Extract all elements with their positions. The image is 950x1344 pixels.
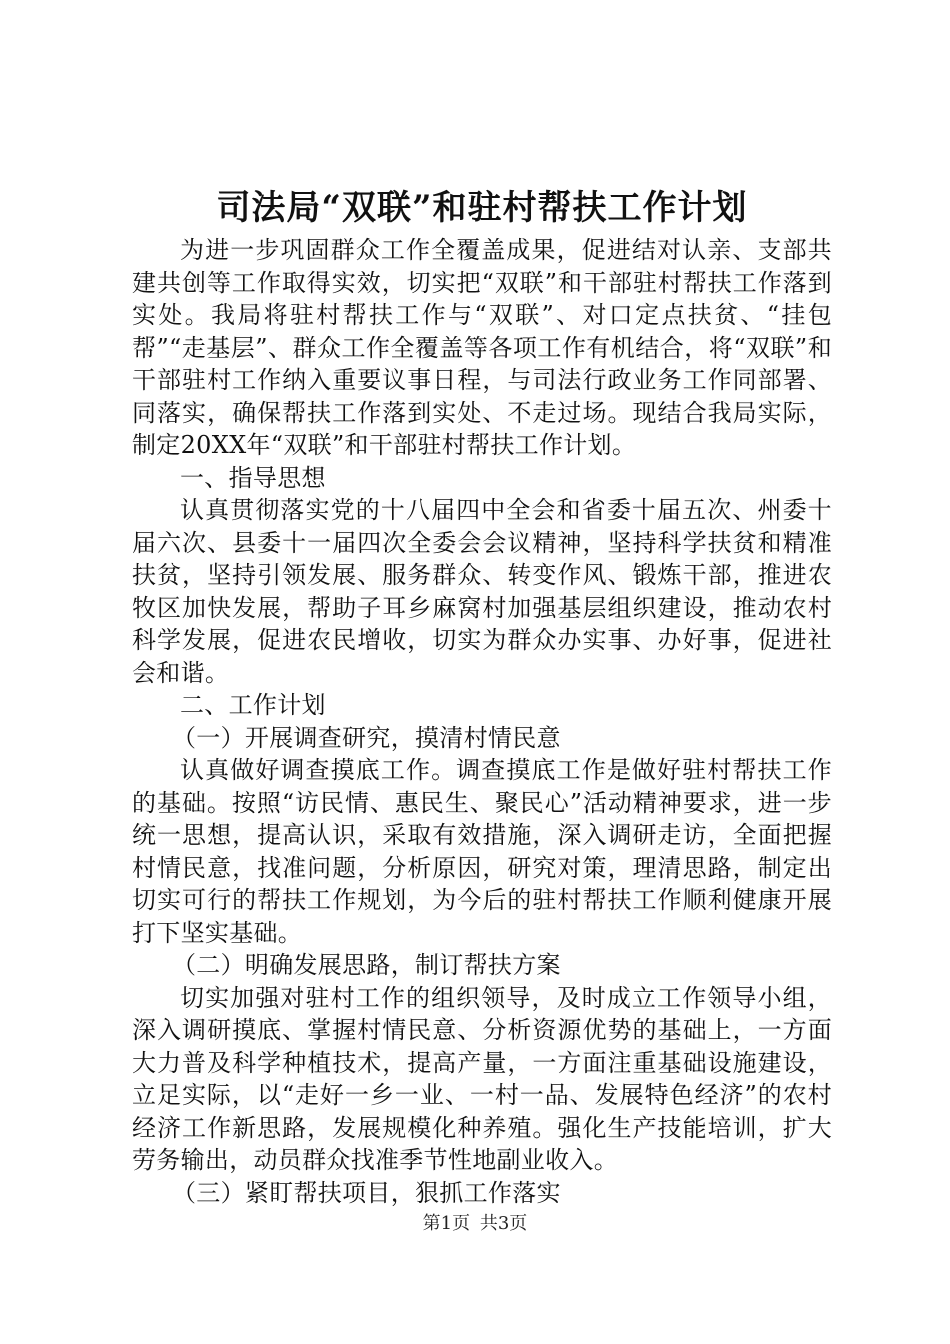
subsection-1-paragraph: 认真做好调查摸底工作。调查摸底工作是做好驻村帮扶工作的基础。按照“访民情、惠民生、聚民心”活动精神要求，进一步统一思想，提高认识，采取有效措施，深入调研走访，全面把握村情民意，找准问题，分析原因，研究对策，理清思路，制定出切实可行的帮扶工作规划，为今后的驻村帮扶工作顺利健康开展打下坚实基础。 [132, 756, 832, 947]
guiding-ideology-paragraph: 认真贯彻落实党的十八届四中全会和省委十届五次、州委十届六次、县委十一届四次全委会会议精神，坚持科学扶贫和精准扶贫，坚持引领发展、服务群众、转变作风、锻炼干部，推进农牧区加快发展，帮助子耳乡麻窝村加强基层组织建设，推动农村科学发展，促进农民增收，切实为群众办实事、办好事，促进社会和谐。 [132, 496, 832, 687]
section-heading-guiding-ideology: 一、指导思想 [180, 463, 326, 492]
page-total: 共3页 [479, 1213, 528, 1234]
page-footer [0, 1212, 950, 1236]
document-body [132, 234, 832, 1209]
section-heading-work-plan: 二、工作计划 [180, 691, 326, 719]
subsection-2-paragraph: 切实加强对驻村工作的组织领导，及时成立工作领导小组，深入调研摸底、掌握村情民意、分析资源优势的基础上，一方面大力普及科学种植技术，提高产量，一方面注重基础设施建设，立足实际，以“走好一乡一业、一村一品、发展特色经济”的农村经济工作新思路，发展规模化种养殖。强化生产技能培训，扩大劳务输出，动员群众找准季节性地副业收入。 [132, 983, 832, 1174]
subsection-heading-2: （二）明确发展思路，制订帮扶方案 [172, 951, 561, 979]
intro-paragraph: 为进一步巩固群众工作全覆盖成果，促进结对认亲、支部共建共创等工作取得实效，切实把“双联”和干部驻村帮扶工作落到实处。我局将驻村帮扶工作与“双联”、对口定点扶贫、“挂包帮”“走基层”、群众工作全覆盖等各项工作有机结合，将“双联”和干部驻村工作纳入重要议事日程，与司法行政业务工作同部署、同落实，确保帮扶工作落到实处、不走过场。现结合我局实际，制定20XX年“双联”和干部驻村帮扶工作计划。 [132, 236, 832, 459]
subsection-heading-3: （三）紧盯帮扶项目，狠抓工作落实 [172, 1178, 561, 1207]
page-number: 第1页 [422, 1213, 471, 1234]
subsection-heading-1: （一）开展调查研究，摸清村情民意 [172, 723, 561, 752]
document-title: 司法局“双联”和驻村帮扶工作计划 [216, 188, 748, 228]
